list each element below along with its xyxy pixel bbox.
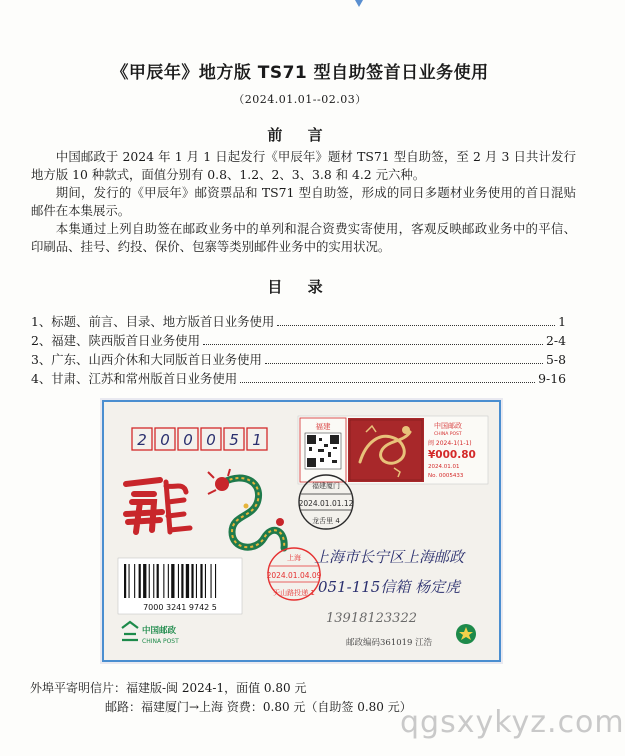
postcard-image bbox=[104, 402, 499, 660]
label-serial: No. 0005433 bbox=[428, 473, 464, 479]
preface-paragraph-2: 期间，发行的《甲辰年》邮资票品和 TS71 型自助签，形成的同日多题材业务使用的首日混贴邮件在本集展示。 bbox=[31, 185, 576, 218]
toc-leader bbox=[240, 382, 535, 383]
toc-heading: 目 录 bbox=[267, 278, 333, 296]
toc-item-4 bbox=[31, 370, 566, 388]
top-edge-mark bbox=[0, 0, 600, 8]
preface-heading: 前 言 bbox=[267, 126, 333, 144]
dragon-stamp-image bbox=[348, 418, 424, 482]
sender-info: 邮政编码361019 江浩 bbox=[346, 638, 433, 648]
label-value: ¥000.80 bbox=[428, 449, 476, 461]
toc-item-1 bbox=[31, 313, 566, 331]
brand-name: 中国邮政 bbox=[142, 626, 177, 636]
postcode-digit: 2 bbox=[137, 431, 147, 449]
postmark-office: 天山路投递 1 bbox=[273, 589, 315, 597]
post-emblem-icon bbox=[456, 624, 476, 644]
postcode-digit: 0 bbox=[160, 431, 170, 449]
toc-item-page: 1 bbox=[558, 314, 566, 329]
registration-barcode bbox=[118, 558, 242, 614]
postmark-office: 龙舌里 4 bbox=[312, 517, 340, 525]
postcode-digit: 0 bbox=[206, 431, 216, 449]
toc-item-page: 2-4 bbox=[546, 333, 566, 348]
dragon-illustration bbox=[208, 469, 284, 548]
date-range: （2024.01.01--02.03） bbox=[233, 93, 367, 106]
postage-label bbox=[298, 416, 488, 484]
toc-leader bbox=[203, 344, 543, 345]
dragon-character-art bbox=[126, 480, 190, 532]
toc-item-label: 2、福建、陕西版首日业务使用 bbox=[31, 333, 200, 348]
page-title: 《甲辰年》地方版 TS71 型自助签首日业务使用 bbox=[111, 63, 489, 83]
caption-route-info: 邮路：福建厦门→上海 资费：0.80 元（自助签 0.80 元） bbox=[105, 700, 412, 714]
toc-item-page: 5-8 bbox=[546, 352, 566, 367]
caption-card-info: 外埠平寄明信片：福建版-闽 2024-1，面值 0.80 元 bbox=[30, 681, 307, 695]
toc-item-label: 4、甘肃、江苏和常州版首日业务使用 bbox=[31, 371, 238, 386]
toc-item-label: 1、标题、前言、目录、地方版首日业务使用 bbox=[31, 314, 275, 329]
postmark-date: 2024.01.01.12 bbox=[298, 499, 354, 508]
postcode-digit: 1 bbox=[252, 431, 262, 449]
phone-number: 13918123322 bbox=[326, 611, 417, 626]
toc-item-page: 9-16 bbox=[538, 371, 566, 386]
preface-paragraph-1: 中国邮政于 2024 年 1 月 1 日起发行《甲辰年》题材 TS71 型自助签，至 2 月 3 日共计发行地方版 10 种款式，面值分别有 0.8、1.2、2、3、3.8 和 4.2 元六种。 bbox=[31, 149, 576, 182]
postcode-digit: 0 bbox=[183, 431, 193, 449]
label-code: 闽 2024-1(1-1) bbox=[428, 440, 472, 447]
label-region: 福建 bbox=[315, 422, 331, 431]
postcode-boxes bbox=[132, 428, 267, 450]
toc-item-label: 3、广东、山西介休和大同版首日业务使用 bbox=[31, 352, 262, 367]
site-watermark: qgsxykyz.com bbox=[400, 705, 625, 740]
label-date: 2024.01.01 bbox=[428, 464, 460, 470]
toc-leader bbox=[265, 363, 543, 364]
postmark-place: 福建厦门 bbox=[312, 482, 340, 490]
postcode-digit: 5 bbox=[229, 431, 239, 449]
toc-leader bbox=[277, 325, 555, 326]
label-brand: 中国邮政 bbox=[434, 422, 462, 430]
preface-paragraph-3: 本集通过上列自助签在邮政业务中的单列和混合资费实寄使用，客观反映邮政业务中的平信、印刷品、挂号、约投、保价、包寨等类别邮件业务中的实用状况。 bbox=[31, 221, 576, 254]
toc-item-3 bbox=[31, 351, 566, 369]
china-post-logo bbox=[122, 622, 179, 645]
recipient-address: 上海市长宁区上海邮政 bbox=[314, 548, 465, 566]
recipient-name: 051-115信箱 杨定虎 bbox=[318, 578, 461, 596]
barcode-number: 7000 3241 9742 5 bbox=[143, 603, 217, 612]
label-brand-en: CHINA POST bbox=[434, 432, 462, 437]
origin-postmark bbox=[299, 475, 354, 529]
postmark-place: 上海 bbox=[287, 554, 301, 562]
toc-item-2 bbox=[31, 332, 566, 350]
brand-name-en: CHINA POST bbox=[142, 638, 179, 645]
postmark-date: 2024.01.04.09 bbox=[266, 571, 322, 580]
